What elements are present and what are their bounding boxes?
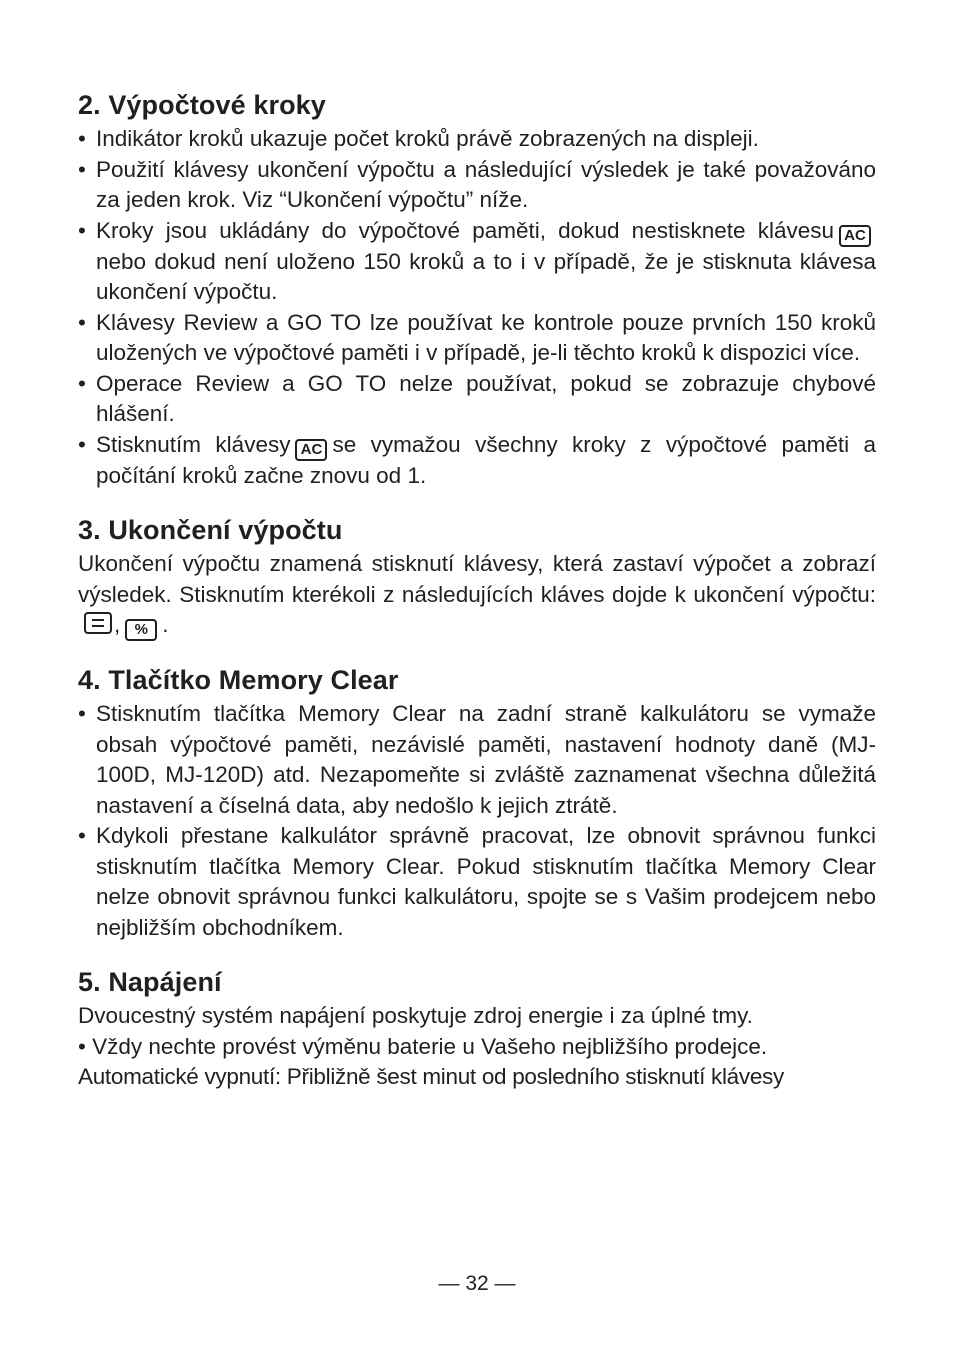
paragraph: Dvoucestný systém napájení poskytuje zdroj energie i za úplné tmy. [78, 1003, 753, 1028]
list-item: • Kdykoli přestane kalkulátor správně pracovat, lze obnovit správnou funkci stisknutím tlačítka Memory Clear. Pokud stisknutím tlačítka Memory Clear nelze obnovit správnou funkci kalkulátoru, spojte se s Vašim prodejcem nebo nejbližším obchodníkem. [78, 821, 876, 943]
ac-key-icon: AC [839, 225, 871, 247]
bullet-list [78, 124, 876, 491]
list-item [78, 430, 876, 492]
section-heading: 4. Tlačítko Memory Clear [78, 665, 399, 695]
list-item-text: Stisknutím klávesy [96, 431, 291, 457]
page-number: — 32 — [438, 1272, 516, 1295]
list-item [78, 216, 876, 308]
paragraph [78, 549, 876, 641]
section-heading: 2. Výpočtové kroky [78, 90, 326, 120]
section-heading: 5. Napájení [78, 967, 222, 997]
list-item: • Operace Review a GO TO nelze používat, pokud se zobrazuje chybové hlášení. [78, 369, 876, 430]
list-item: • Indikátor kroků ukazuje počet kroků právě zobrazených na displeji. [78, 124, 876, 155]
list-item-text: se vymažou všechny kroky z výpočtové paměti a počítání kroků začne znovu od 1. [96, 431, 877, 488]
ac-key-icon: AC [295, 439, 327, 461]
paragraph-text: Ukončení výpočtu znamená stisknutí klávesy, která zastaví výpočet a zobrazí výsledek. Stisknutím kterékoli z následujících kláves dojde k ukončení výpočtu: [78, 551, 876, 607]
section-heading: 3. Ukončení výpočtu [78, 515, 343, 545]
list-item: • Klávesy Review a GO TO lze používat ke kontrole pouze prvních 150 kroků uložených ve výpočtové paměti i v případě, je-li těchto kroků k dispozici více. [78, 308, 876, 369]
paragraph: • Vždy nechte provést výměnu baterie u Vašeho nejbližšího prodejce. [78, 1033, 768, 1059]
section-memory-clear [78, 661, 876, 943]
paragraph: Automatické vypnutí: Přibližně šest minut od posledního stisknutí klávesy [78, 1064, 784, 1089]
manual-page [78, 86, 876, 1093]
section-calculation-steps [78, 86, 876, 491]
separator-text: , [114, 612, 121, 637]
end-punctuation: . [162, 612, 169, 637]
list-item-text: Kroky jsou ukládány do výpočtové paměti, dokud nestisknete klávesu [96, 217, 834, 243]
list-item: • Stisknutím tlačítka Memory Clear na zadní straně kalkulátoru se vymaže obsah výpočtové paměti, nezávislé paměti, nastavení hodnoty daně (MJ-100D, MJ-120D) atd. Nezapomeňte si zvláště zaznamenat všechna důležitá nastavení a číselná data, aby nedošlo k jejich ztrátě. [78, 699, 876, 821]
list-item-text: nebo dokud není uloženo 150 kroků a to i v případě, že je stisknuta klávesa ukončení výpočtu. [96, 248, 876, 304]
equals-key-icon [84, 612, 112, 634]
section-calculation-end [78, 511, 876, 641]
percent-key-icon: % [125, 619, 157, 641]
section-power-supply [78, 963, 876, 1093]
list-item: • Použití klávesy ukončení výpočtu a následující výsledek je také považováno za jeden krok. Viz “Ukončení výpočtu” níže. [78, 155, 876, 216]
bullet-list [78, 699, 876, 943]
